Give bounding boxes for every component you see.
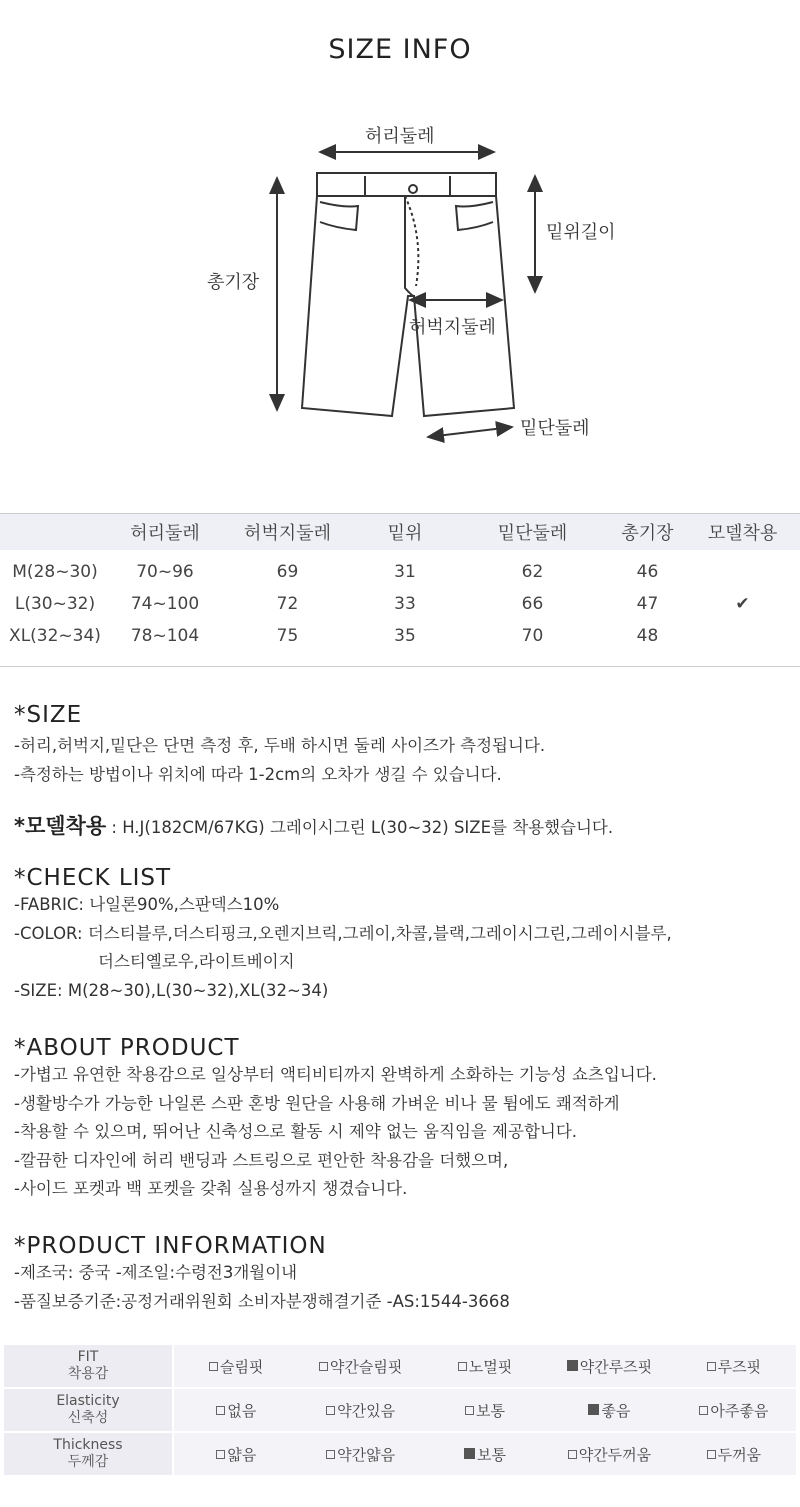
table-row xyxy=(0,620,800,652)
checked-box-icon xyxy=(464,1448,475,1459)
thickness-header-en: Thickness xyxy=(53,1437,123,1453)
fit-option-label: 약간얇음 xyxy=(337,1445,396,1464)
fit-option-label: 보통 xyxy=(477,1445,506,1464)
size-section-title: *SIZE xyxy=(14,702,83,728)
fit-option xyxy=(174,1444,298,1465)
checked-box-icon xyxy=(567,1360,578,1371)
product-info-line: -제조국: 중국 -제조일:수령전3개월이내 xyxy=(14,1263,298,1282)
fit-option xyxy=(298,1444,422,1465)
length-label: 총기장 xyxy=(207,272,260,293)
header-thigh: 허벅지둘레 xyxy=(244,523,331,544)
about-line: -생활방수가 가능한 나일론 스판 혼방 원단을 사용해 가벼운 비나 물 튐에도 쾌적하게 xyxy=(14,1093,620,1113)
fit-table xyxy=(4,1345,796,1477)
unchecked-box-icon xyxy=(319,1362,328,1371)
table-row xyxy=(0,588,800,620)
thickness-row-header xyxy=(4,1433,172,1475)
fit-option xyxy=(174,1356,298,1377)
fit-option-label: 좋음 xyxy=(601,1401,631,1420)
fit-option xyxy=(298,1356,422,1377)
about-product-section xyxy=(14,1035,657,1204)
rise-cell: 35 xyxy=(394,626,416,646)
size-line: -SIZE: M(28~30),L(30~32),XL(32~34) xyxy=(14,980,329,1000)
unchecked-box-icon xyxy=(699,1406,708,1415)
thickness-header-ko: 두께감 xyxy=(67,1454,109,1470)
about-line: -깔끔한 디자인에 허리 밴딩과 스트링으로 편안한 착용감을 더했으며, xyxy=(14,1150,509,1170)
unchecked-box-icon xyxy=(216,1450,225,1459)
rise-cell: 31 xyxy=(394,562,416,582)
size-note-line: -허리,허벅지,밑단은 단면 측정 후, 두배 하시면 둘레 사이즈가 측정됩니다. xyxy=(14,736,546,755)
unchecked-box-icon xyxy=(209,1362,218,1371)
fit-option-label: 약간루즈핏 xyxy=(579,1357,653,1376)
product-info-title: *PRODUCT INFORMATION xyxy=(14,1233,327,1259)
page-title: SIZE INFO xyxy=(328,34,472,65)
thigh-cell: 75 xyxy=(276,626,299,646)
about-product-title: *ABOUT PRODUCT xyxy=(14,1035,240,1061)
fit-row-header xyxy=(4,1345,172,1387)
fit-option xyxy=(298,1400,422,1421)
unchecked-box-icon xyxy=(326,1406,335,1415)
fit-option-label: 없음 xyxy=(227,1401,257,1420)
unchecked-box-icon xyxy=(458,1362,467,1371)
unchecked-box-icon xyxy=(326,1450,335,1459)
fit-option xyxy=(174,1400,298,1421)
hem-cell: 70 xyxy=(521,626,544,646)
thigh-cell: 69 xyxy=(276,562,299,582)
length-cell: 48 xyxy=(636,626,659,646)
fit-option-label: 약간두꺼움 xyxy=(578,1445,652,1464)
waist-cell: 74~100 xyxy=(130,594,200,614)
size-table-header xyxy=(0,513,800,550)
fit-option-label: 아주좋음 xyxy=(710,1401,769,1420)
fit-option xyxy=(672,1444,796,1465)
fit-option xyxy=(423,1444,547,1465)
about-line: -가볍고 유연한 착용감으로 일상부터 액티비티까지 완벽하게 소화하는 기능성 쇼츠입니다. xyxy=(14,1065,657,1084)
hem-label: 밑단둘레 xyxy=(520,418,590,439)
check-list-section xyxy=(14,865,672,1005)
product-info-line: -품질보증기준:공정거래위원회 소비자분쟁해결기준 -AS:1544-3668 xyxy=(14,1291,510,1311)
fit-option xyxy=(547,1356,671,1377)
thickness-row xyxy=(4,1433,796,1475)
header-waist: 허리둘레 xyxy=(130,523,200,544)
fit-option-label: 두꺼움 xyxy=(717,1445,762,1464)
fit-row xyxy=(4,1345,796,1387)
length-cell: 47 xyxy=(636,594,659,614)
header-length: 총기장 xyxy=(621,523,674,544)
hem-cell: 62 xyxy=(521,562,544,582)
fit-option xyxy=(672,1356,796,1377)
rise-label: 밑위길이 xyxy=(546,222,616,243)
unchecked-box-icon xyxy=(707,1450,716,1459)
table-row xyxy=(0,556,800,588)
model-text: : H.J(182CM/67KG) 그레이시그린 L(30~32) SIZE를 착용했습니다. xyxy=(106,818,614,837)
fit-option-label: 보통 xyxy=(476,1401,505,1420)
waist-label: 허리둘레 xyxy=(365,126,435,147)
fit-option-label: 루즈핏 xyxy=(717,1357,762,1376)
fit-option xyxy=(547,1400,671,1421)
size-cell: XL(32~34) xyxy=(9,626,101,646)
rise-cell: 33 xyxy=(394,594,416,614)
fit-option-label: 노멀핏 xyxy=(468,1357,513,1376)
elasticity-header-en: Elasticity xyxy=(56,1393,120,1409)
waist-cell: 70~96 xyxy=(136,562,194,582)
size-notes-section xyxy=(14,702,545,789)
header-model: 모델착용 xyxy=(707,523,778,544)
length-cell: 46 xyxy=(636,562,659,582)
checked-box-icon xyxy=(588,1404,599,1415)
unchecked-box-icon xyxy=(465,1406,474,1415)
size-note-line: -측정하는 방법이나 위치에 따라 1-2cm의 오차가 생길 수 있습니다. xyxy=(14,764,502,784)
fit-option-label: 슬림핏 xyxy=(219,1357,264,1376)
unchecked-box-icon xyxy=(568,1450,577,1459)
fit-option-label: 약간슬림핏 xyxy=(329,1357,403,1376)
about-line: -착용할 수 있으며, 뛰어난 신축성으로 활동 시 제약 없는 움직임을 제공합니다. xyxy=(14,1122,578,1141)
thigh-cell: 72 xyxy=(276,594,299,614)
product-info-section xyxy=(14,1233,510,1316)
fit-option xyxy=(423,1400,547,1421)
fit-header-ko: 착용감 xyxy=(67,1366,109,1382)
shorts-measurement-diagram xyxy=(0,110,800,450)
model-check-icon: ✔ xyxy=(735,594,750,614)
elasticity-header-ko: 신축성 xyxy=(67,1410,109,1426)
unchecked-box-icon xyxy=(216,1406,225,1415)
elasticity-row xyxy=(4,1389,796,1431)
unchecked-box-icon xyxy=(707,1362,716,1371)
model-info xyxy=(14,810,613,840)
fit-header-en: FIT xyxy=(77,1349,99,1365)
color-line: -COLOR: 더스티블루,더스티핑크,오렌지브릭,그레이,차콜,블랙,그레이시그린,그레이시블루, xyxy=(14,923,672,943)
fabric-line: -FABRIC: 나일론90%,스판덱스10% xyxy=(14,895,280,914)
size-table xyxy=(0,513,800,667)
size-cell: M(28~30) xyxy=(12,562,98,582)
waist-cell: 78~104 xyxy=(130,626,200,646)
elasticity-row-header xyxy=(4,1389,172,1431)
header-hem: 밑단둘레 xyxy=(497,523,568,544)
about-line: -사이드 포켓과 백 포켓을 갖춰 실용성까지 챙겼습니다. xyxy=(14,1179,408,1198)
fit-option xyxy=(672,1400,796,1421)
fit-option-label: 약간있음 xyxy=(337,1401,396,1420)
shorts-outline-icon xyxy=(0,110,800,450)
fit-option xyxy=(547,1444,671,1465)
fit-option xyxy=(423,1356,547,1377)
size-cell: L(30~32) xyxy=(14,594,96,614)
header-rise: 밑위 xyxy=(387,523,423,544)
fit-option-label: 얇음 xyxy=(227,1445,257,1464)
check-list-title: *CHECK LIST xyxy=(14,865,172,891)
model-label: *모델착용 xyxy=(14,814,107,838)
hem-cell: 66 xyxy=(521,594,544,614)
thigh-label: 허벅지둘레 xyxy=(409,317,496,338)
color-line-continued: 더스티옐로우,라이트베이지 xyxy=(98,952,295,971)
